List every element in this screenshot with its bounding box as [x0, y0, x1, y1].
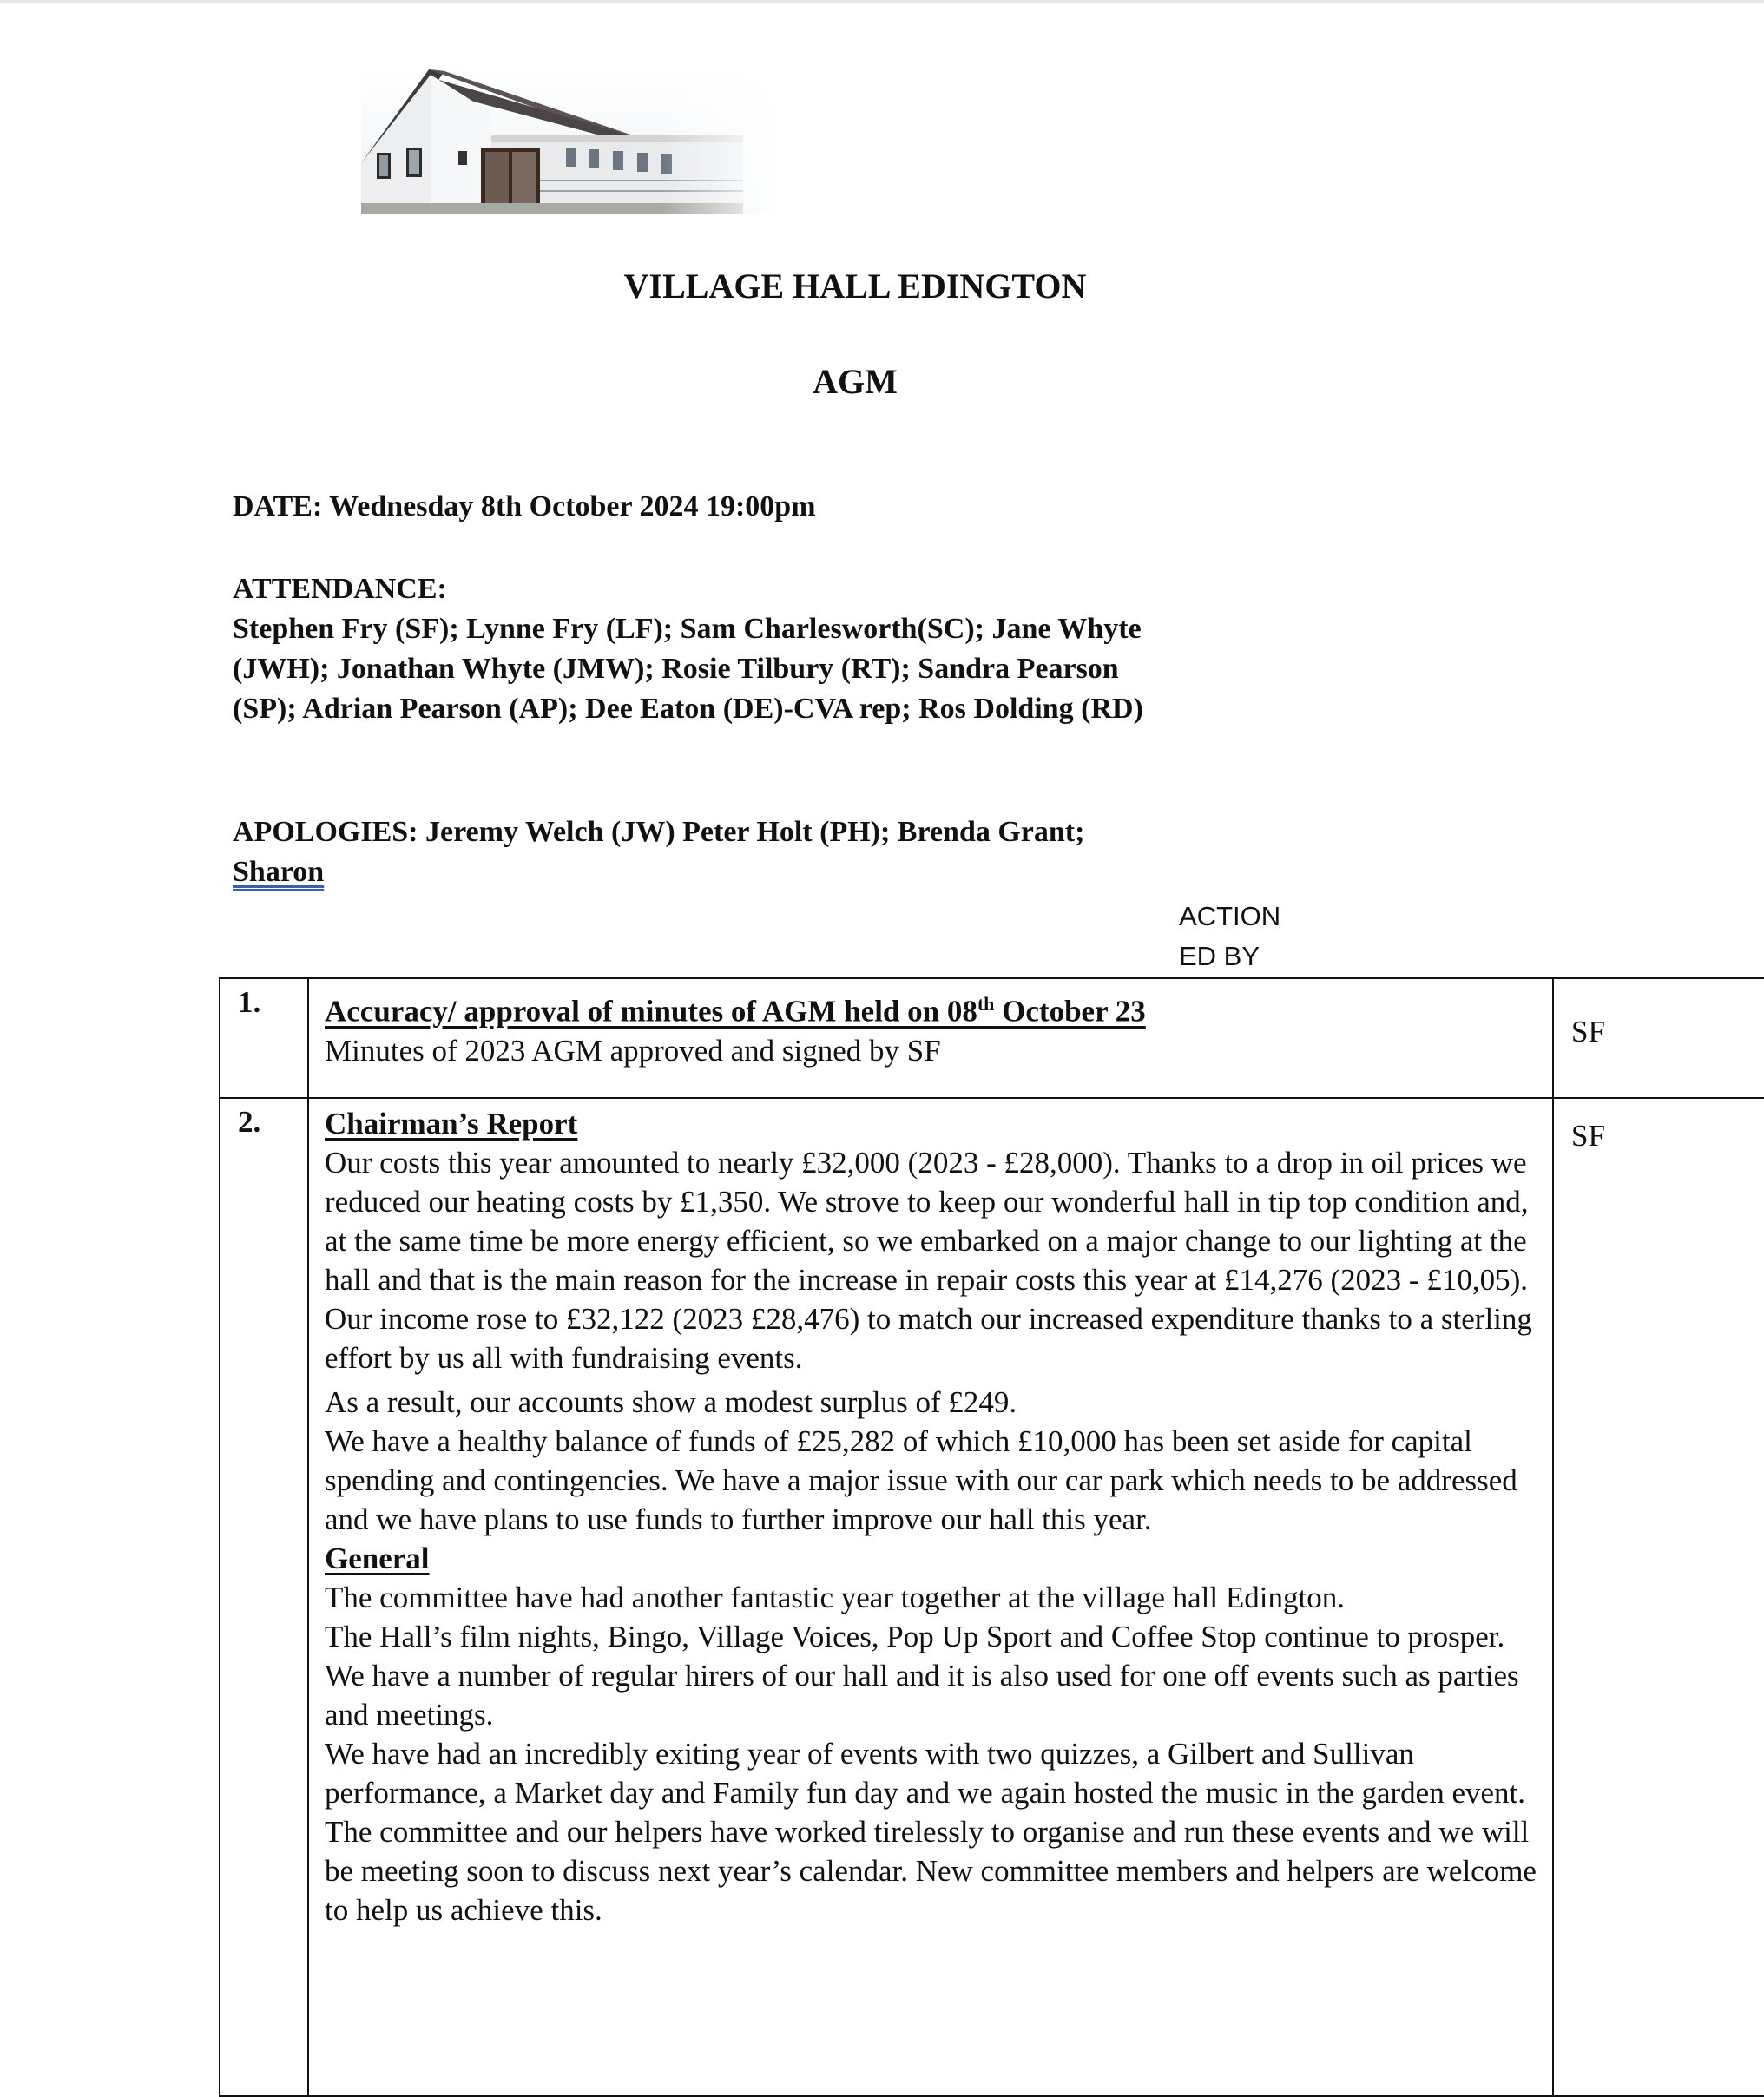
item-heading: Accuracy/ approval of minutes of AGM held on 08th October 23 [325, 993, 1146, 1029]
item-text: Minutes of 2023 AGM approved and signed by SF [325, 1033, 941, 1068]
document-title: VILLAGE HALL EDINGTON [623, 266, 1087, 306]
general-paragraph: We have had an incredibly exiting year of events with two quizzes, a Gilbert and Sullivan performance, a Market day and Family fun day and we again hosted the music in the garden event. [325, 1737, 1525, 1810]
document-subtitle: AGM [813, 362, 898, 401]
table-row [220, 978, 1764, 1098]
general-paragraph: The Hall’s film nights, Bingo, Village Voices, Pop Up Sport and Coffee Stop continue to prosper. We have a number of regular hirers of our hall and it is also used for one off events such as parties and meetings. [325, 1620, 1519, 1732]
report-paragraph: Our costs this year amounted to nearly £32,000 (2023 - £28,000). Thanks to a drop in oil prices we reduced our heating costs by £1,350. We strove to keep our wonderful hall in tip top condition and, at the same time be more energy efficient, so we embarked on a major change to our lighting at the hall and that is the main reason for the increase in repair costs this year at £14,276 (2023 - £10,05). Our income rose to £32,122 (2023 £28,476) to match our increased expenditure thanks to a sterling effort by us all with fundraising events. [325, 1146, 1532, 1375]
item-number: 1. [220, 978, 308, 1098]
report-paragraph: As a result, our accounts show a modest surplus of £249. [325, 1385, 1017, 1419]
action-header-line: ACTION [1179, 901, 1281, 931]
minutes-table [219, 977, 1764, 2097]
attendance-line: (JWH); Jonathan Whyte (JMW); Rosie Tilbury (RT); Sandra Pearson [233, 653, 1119, 685]
attendance-line: Stephen Fry (SF); Lynne Fry (LF); Sam Charlesworth(SC); Jane Whyte [233, 613, 1142, 645]
general-subheading: General [325, 1542, 430, 1575]
page-top-edge [0, 0, 1764, 3]
attendance-label: ATTENDANCE: [233, 573, 447, 605]
village-hall-photo [361, 68, 778, 214]
table-row [220, 1098, 1764, 2096]
item-body [308, 978, 1553, 1098]
attendance-line: (SP); Adrian Pearson (AP); Dee Eaton (DE)-CVA rep; Ros Dolding (RD) [233, 693, 1143, 725]
general-paragraph: The committee have had another fantastic year together at the village hall Edington. [325, 1581, 1345, 1614]
item-heading: Chairman’s Report [325, 1107, 578, 1141]
meeting-date: DATE: Wednesday 8th October 2024 19:00pm [233, 490, 816, 523]
apologies-line: APOLOGIES: Jeremy Welch (JW) Peter Holt (PH); Brenda Grant; [233, 816, 1085, 848]
item-number: 2. [220, 1098, 308, 2096]
item-body [308, 1098, 1553, 2096]
report-paragraph: We have a healthy balance of funds of £25,282 of which £10,000 has been set aside for capital spending and contingencies. We have a major issue with our car park which needs to be addressed and we have plans to use funds to further improve our hall this year. [325, 1424, 1517, 1536]
action-header-line: ED BY [1179, 941, 1260, 971]
general-paragraph: The committee and our helpers have worked tirelessly to organise and run these events and we will be meeting soon to discuss next year’s calendar. New committee members and helpers are welcome to help us achieve this. [325, 1815, 1537, 1927]
apologies-line: Sharon [233, 856, 325, 888]
actioned-by: SF [1553, 1098, 1764, 2096]
actioned-by: SF [1553, 978, 1764, 1098]
